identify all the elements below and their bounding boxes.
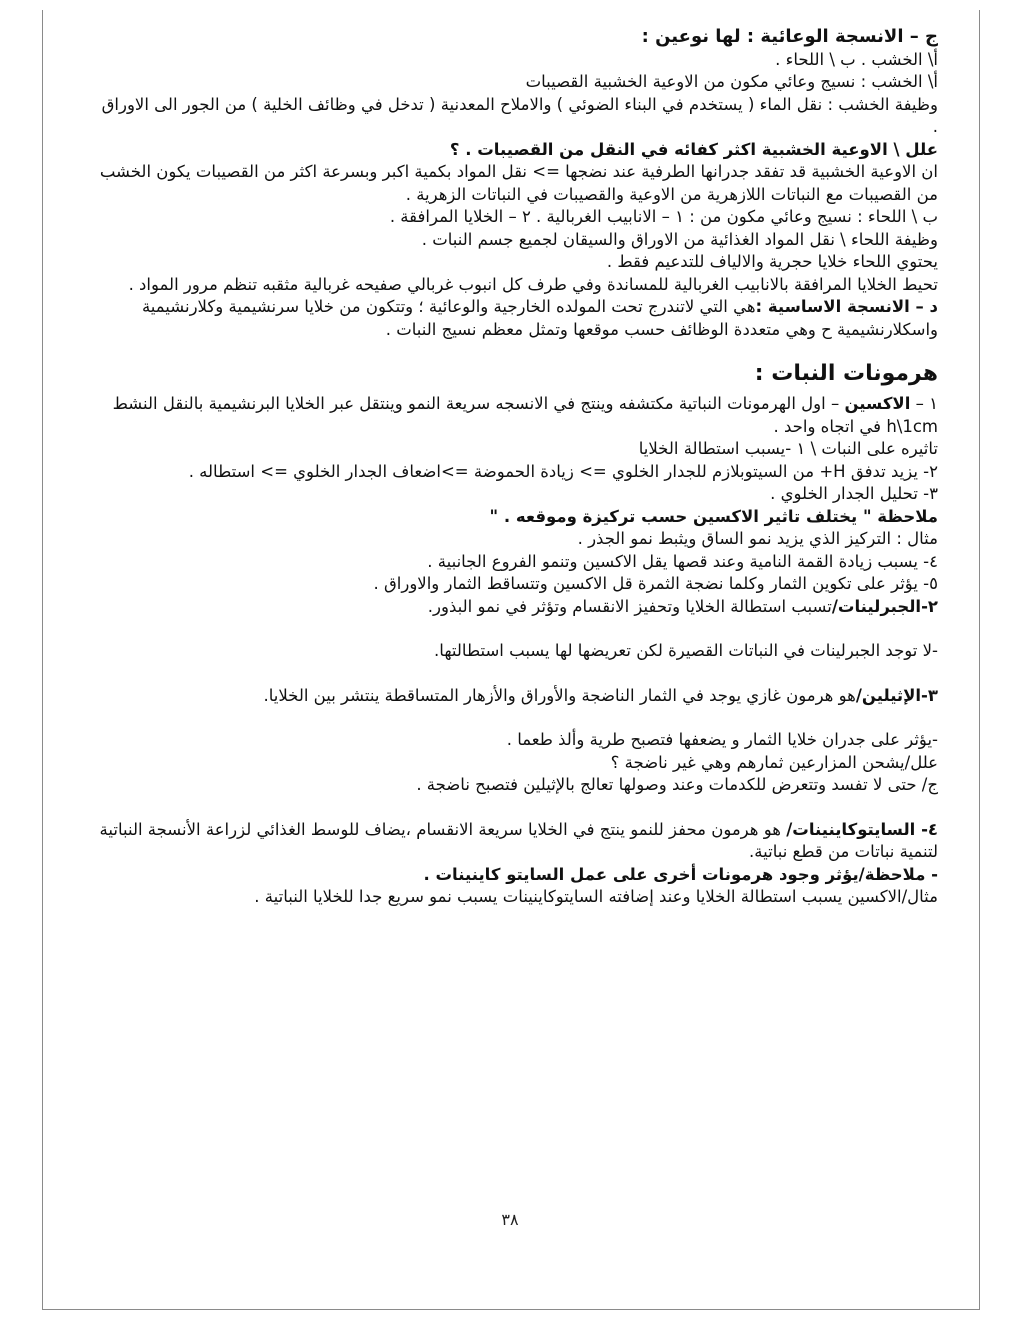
- hormones-title: هرمونات النبات :: [754, 361, 938, 386]
- question-title: علل \ الاوعية الخشبية اكثر كفائه في النقل من القصيبات . ؟: [449, 139, 938, 159]
- ground-label: د – الانسجة الاساسية :: [755, 297, 938, 316]
- phloem-definition: ب \ اللحاء : نسيج وعائي مكون من : ١ – الانابيب الغربالية . ٢ – الخلايا المرافقة .: [389, 207, 938, 226]
- ethylene-text: هو هرمون غازي يوجد في الثمار الناضجة والأوراق والأزهار المتساقطة ينتشر بين الخلايا.: [263, 685, 856, 705]
- gibberellin-label: ٢-الجبرلينات/: [831, 596, 938, 616]
- ethylene-question: علل/يشحن المزارعين ثمارهم وهي غير ناضجة ؟: [610, 752, 938, 772]
- auxin-direction: في اتجاه واحد .: [773, 416, 882, 436]
- cytokinin-label: ٤- السايتوكاينينات/: [786, 819, 938, 839]
- ethylene-paragraph: [96, 685, 938, 708]
- auxin-example: مثال : التركيز الذي يزيد نمو الساق ويثبط نمو الجذر .: [577, 529, 938, 548]
- auxin-effect-3: ٣- تحليل الجدار الخلوي .: [770, 484, 938, 503]
- auxin-label: الاكسين: [844, 394, 911, 413]
- auxin-effect-4: ٤- يسبب زيادة القمة النامية وعند قصها يقل الاكسين وتنمو الفروع الجانبية .: [427, 551, 938, 571]
- ground-tissue: [96, 296, 938, 341]
- ethylene-effect: -يؤثر على جدران خلايا الثمار و يضعفها فتصبح طرية وألذ طعما .: [506, 730, 938, 749]
- auxin-note: ملاحظة " يختلف تاثير الاكسين حسب تركيزة وموقعه . ": [489, 506, 938, 526]
- auxin-effect-1: تاثيره على النبات \ ١ -يسبب استطالة الخلايا: [638, 439, 938, 458]
- cytokinin-note: - ملاحظة/يؤثر وجود هرمونات أخرى على عمل السايتو كاينينات .: [423, 864, 938, 884]
- cytokinin-example: مثال/الاكسين يسبب استطالة الخلايا وعند إضافته السايتوكاينينات يسبب نمو سريع جدا للخلايا النباتية .: [254, 887, 938, 906]
- xylem-function: وظيفة الخشب : نقل الماء ( يستخدم في البناء الضوئي ) والاملاح المعدنية ( تدخل في وظائف الخلية ) من الجور الى الاوراق .: [101, 94, 938, 136]
- ethylene-answer: ج/ حتى لا تفسد وتتعرض للكدمات وعند وصولها تعالج بالإثيلين فتصبح ناضجة .: [416, 775, 938, 794]
- document-body: [96, 26, 938, 909]
- auxin-effect-2: ٢- يزيد تدفق H+ من السيتوبلازم للجدار الخلوي => زيادة الحموضة =>اضعاف الجدار الخلوي => استطاله .: [188, 461, 938, 481]
- page-number: ٣٨: [501, 1210, 519, 1229]
- cytokinin-text: هو هرمون محفز للنمو ينتج في الخلايا سريعة الانقسام ،يضاف للوسط الغذائي لزراعة الأنسجة النباتية لتنمية نباتات من قطع نباتية.: [99, 819, 938, 861]
- auxin-text: – اول الهرمونات النباتية مكتشفه وينتج في الانسجه سريعة النمو وينتقل عبر الخلايا البرنشيمية بالنقل النشط: [112, 394, 840, 413]
- companion-cells: تحيط الخلايا المرافقة بالانابيب الغربالية للمساندة وفي طرف كل انبوب غربالي صفيحه غربالية مثقبه تنظم مرور المواد .: [128, 274, 938, 294]
- vascular-heading: ج – الانسجة الوعائية : لها نوعين :: [641, 26, 938, 47]
- vascular-types: أ\ الخشب . ب \ اللحاء .: [775, 49, 938, 69]
- question-answer: ان الاوعية الخشبية قد تفقد جدرانها الطرفية عند نضجها => نقل المواد بكمية اكبر وبسرعة اكثر من القصيبات يكون الخشب من القصيبات مع النباتات اللازهرية من الاوعية والقصيبات في النباتات الزهرية .: [99, 162, 938, 204]
- phloem-cells: يحتوي اللحاء خلايا حجرية والالياف للتدعيم فقط .: [606, 252, 938, 271]
- gibberellin-note: -لا توجد الجبرلينات في النباتات القصيرة لكن تعريضها لها يسبب استطالتها.: [434, 641, 938, 660]
- ground-text: هي التي لاتندرج تحت المولده الخارجية والوعائية ؛ وتتكون من خلايا سرنشيمية وكلارنشيمية واسكلارنشيمية ح وهي متعددة الوظائف حسب موقعها وتمثل معظم نسيج النبات .: [141, 297, 938, 339]
- auxin-rate: h\1cm: [886, 416, 938, 436]
- xylem-definition: أ\ الخشب : نسيج وعائي مكون من الاوعية الخشبية القصيبات: [525, 72, 938, 91]
- auxin-number: ١ –: [915, 394, 938, 413]
- auxin-effect-5: ٥- يؤثر على تكوين الثمار وكلما نضجة الثمرة قل الاكسين وتتساقط الثمار والاوراق .: [373, 574, 938, 593]
- gibberellin-text: تسبب استطالة الخلايا وتحفيز الانقسام وتؤثر في نمو البذور.: [427, 596, 832, 616]
- gibberellin-paragraph: [96, 596, 938, 619]
- phloem-function: وظيفة اللحاء \ نقل المواد الغذائية من الاوراق والسيقان لجميع جسم النبات .: [421, 229, 938, 249]
- ethylene-label: ٣-الإثيلين/: [855, 685, 938, 705]
- auxin-paragraph: [96, 393, 938, 438]
- cytokinin-paragraph: [96, 819, 938, 864]
